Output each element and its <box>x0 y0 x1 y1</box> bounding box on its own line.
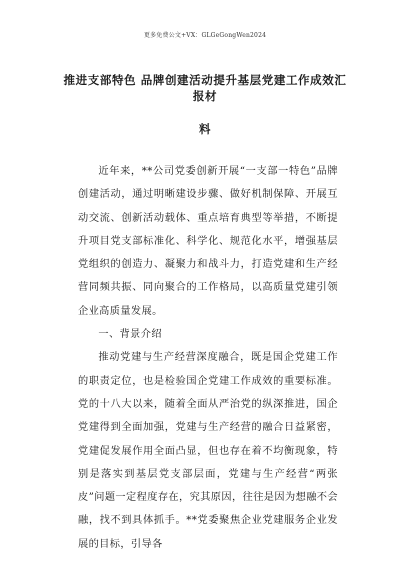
intro-paragraph: 近年来，**公司党委创新开展“一支部一特色”品牌创建活动，通过明晰建设步骤、做好机制保障、开展互动交流、创新活动载体、重点培育典型等举措，不断提升项目党支部标准化、科学化、规范化水平，增强基层党组织的创造力、凝聚力和战斗力，打造党建和生产经营同频共振、同向聚合的工作格局，以高质量党建引领企业高质量发展。 <box>78 166 338 317</box>
document-title-line-1: 推进支部特色 品牌创建活动提升基层党建工作成效汇报材 <box>63 73 347 103</box>
document-body <box>78 160 338 556</box>
document-title-line-2: 料 <box>198 122 212 136</box>
header-note: 更多免费公文+VX：GLGeGongWen2024 <box>143 32 267 39</box>
section-heading-background: 一、背景介绍 <box>98 329 162 341</box>
background-paragraph: 推动党建与生产经营深度融合，既是国企党建工作的职责定位，也是检验国企党建工作成效的重要标准。党的十八大以来，随着全面从严治党的纵深推进，国企党建得到全面加强，党建与生产经营的融合日益紧密，党建促发展作用全面凸显，但也存在着不均衡现象，特别是落实到基层党支部层面，党建与生产经营“两张皮”问题一定程度存在，究其原因，往往是因为想融不会融，找不到具体抓手。**党委聚焦企业党建服务企业发展的目标，引导各 <box>78 352 338 550</box>
